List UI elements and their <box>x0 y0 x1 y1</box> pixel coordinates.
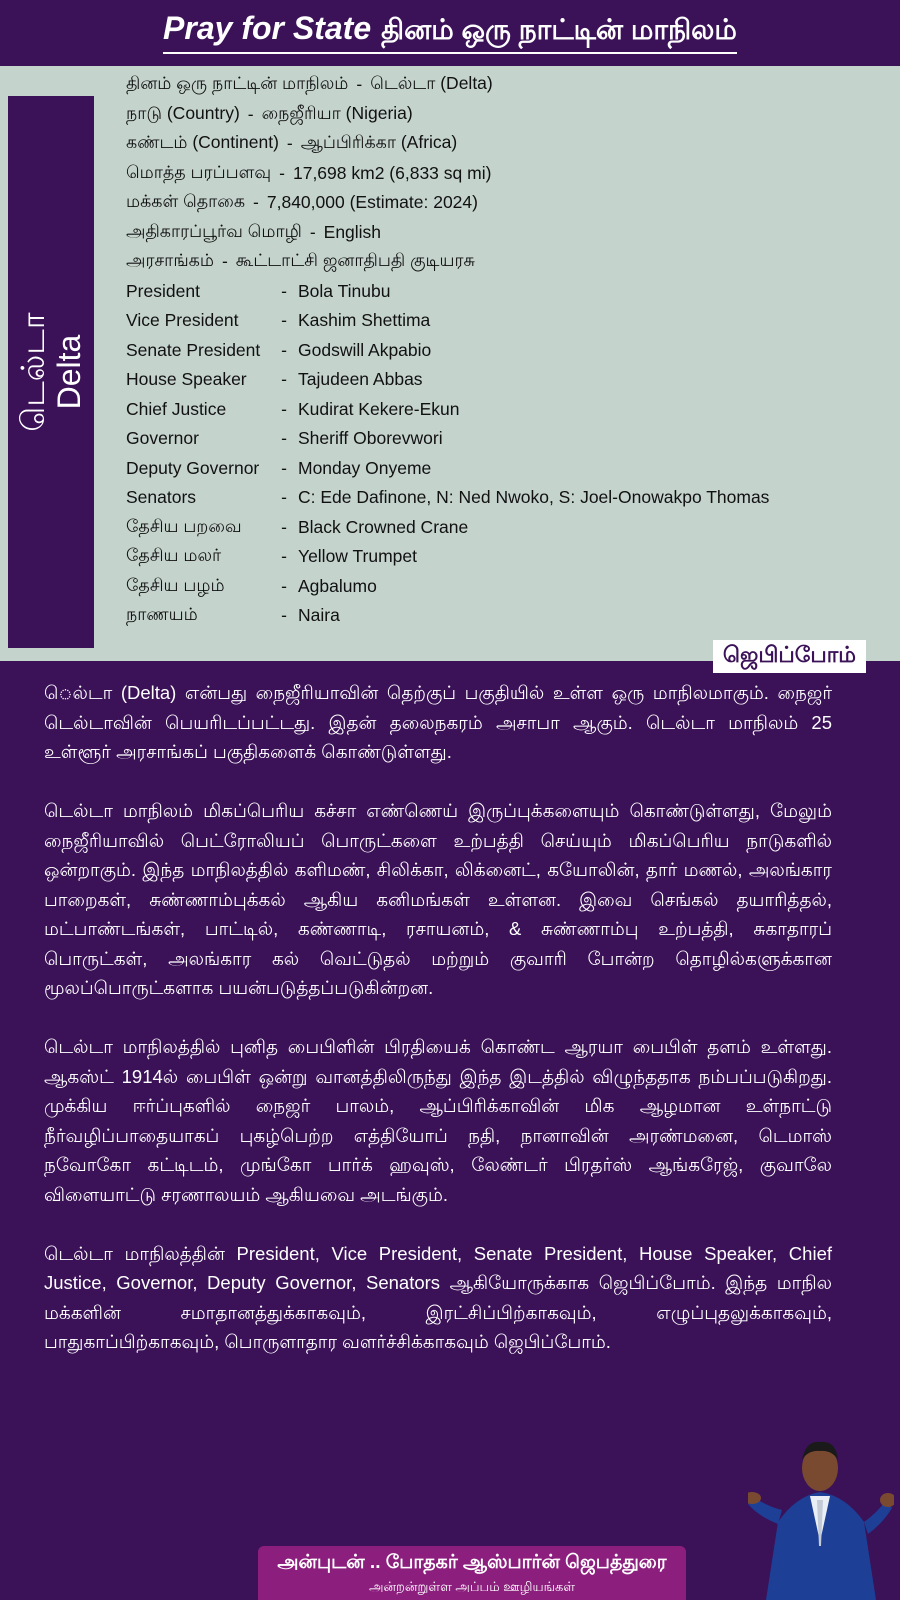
pray-badge: ஜெபிப்போம் <box>713 640 866 676</box>
info-row-value: Naira <box>298 605 340 626</box>
title-english: Pray for State <box>163 10 372 46</box>
info-row-value: டெல்டா (Delta) <box>370 73 493 94</box>
info-row <box>126 424 886 454</box>
info-row <box>126 336 886 366</box>
info-row-separator: - <box>281 575 287 596</box>
info-row-value: நைஜீரியா (Nigeria) <box>261 102 413 123</box>
info-row <box>126 100 886 130</box>
info-row <box>126 513 886 543</box>
info-row-separator: - <box>281 605 287 626</box>
info-row-separator: - <box>253 192 259 213</box>
info-row-separator: - <box>247 103 254 124</box>
info-row-value: Bola Tinubu <box>298 280 391 301</box>
info-row <box>126 365 886 395</box>
info-row-label: தேசிய பறவை <box>126 515 242 536</box>
footer-credit <box>258 1546 686 1600</box>
info-row-label: Senators <box>126 487 197 508</box>
info-row-separator: - <box>309 221 316 242</box>
info-row-separator: - <box>286 133 293 154</box>
info-row-value: 17,698 km2 (6,833 sq mi) <box>292 162 492 183</box>
article-body <box>44 678 832 1386</box>
pastor-photo <box>748 1392 894 1600</box>
info-row-label: அதிகாரப்பூர்வ மொழி <box>126 220 302 241</box>
info-row-label: மக்கள் தொகை <box>126 191 246 212</box>
info-row-label: Senate President <box>126 339 261 360</box>
info-row-label: நாணயம் <box>126 604 198 625</box>
info-row-label: அரசாங்கம் <box>126 250 214 271</box>
side-label <box>15 312 87 431</box>
article-paragraph: டெல்டா மாநிலத்தில் புனித பைபிளின் பிரதியைக் கொண்ட ஆரயா பைபிள் தளம் உள்ளது. ஆகஸ்ட் 1914ல் பைபிள் ஒன்று வானத்திலிருந்து இந்த இடத்தில் விழுந்ததாக நம்பப்படுகிறது. முக்கிய ஈர்ப்புகளில் நைஜர் பாலம், ஆப்பிரிக்காவின் மிக ஆழமான உள்நாட்டு நீர்வழிப்பாதையாகப் புகழ்பெற்ற எத்தியோப் நதி, நானாவின் அரண்மனை, டெமாஸ் நவோகோ கட்டிடம், முங்கோ பார்க் ஹவுஸ், லேண்டர் பிரதர்ஸ் ஆங்கரேஜ், குவாலே விளையாட்டு சரணாலயம் ஆகியவை அடங்கும். <box>44 1036 832 1205</box>
info-row-separator: - <box>281 457 287 478</box>
info-row <box>126 483 886 513</box>
title-tamil: தினம் ஒரு நாட்டின் மாநிலம் <box>381 14 737 45</box>
side-label-tamil: டெல்டா <box>15 312 51 432</box>
info-row <box>126 218 886 248</box>
info-row-value: Kudirat Kekere-Ekun <box>298 398 460 419</box>
info-row <box>126 601 886 631</box>
info-row-separator: - <box>281 487 287 508</box>
info-panel <box>0 66 900 661</box>
info-row-separator: - <box>281 339 287 360</box>
info-row <box>126 247 886 277</box>
info-row-separator: - <box>356 74 363 95</box>
info-row-value: C: Ede Dafinone, N: Ned Nwoko, S: Joel-Onowakpo Thomas <box>298 487 770 508</box>
side-label-bar <box>8 96 94 648</box>
info-row-label: Chief Justice <box>126 398 227 419</box>
info-row-value: கூட்டாட்சி ஜனாதிபதி குடியரசு <box>235 250 475 271</box>
info-row-value: Kashim Shettima <box>298 310 431 331</box>
info-row-separator: - <box>281 280 287 301</box>
info-row-label: நாடு (Country) <box>126 102 240 123</box>
info-row-value: ஆப்பிரிக்கா (Africa) <box>300 132 458 153</box>
info-row <box>126 129 886 159</box>
info-row <box>126 306 886 336</box>
info-row-value: English <box>323 221 382 242</box>
footer-ministry: அன்றன்றுள்ள அப்பம் ஊழியங்கள் <box>368 1579 576 1594</box>
info-row-value: Sheriff Oborevwori <box>298 428 443 449</box>
info-row-label: தேசிய மலர் <box>126 545 222 566</box>
info-row <box>126 542 886 572</box>
info-row-separator: - <box>281 428 287 449</box>
info-row-label: தேசிய பழம் <box>126 574 225 595</box>
info-row <box>126 70 886 100</box>
info-row-value: Agbalumo <box>298 575 377 596</box>
info-row-separator: - <box>281 516 287 537</box>
info-row-value: Black Crowned Crane <box>298 516 469 537</box>
info-row-value: Yellow Trumpet <box>298 546 417 567</box>
info-row-label: மொத்த பரப்பளவு <box>126 161 272 182</box>
info-row-label: House Speaker <box>126 369 247 390</box>
footer-author: அன்புடன் .. போதகர் ஆஸ்பார்ன் ஜெபத்துரை <box>277 1552 667 1573</box>
info-row-separator: - <box>281 398 287 419</box>
info-row-label: கண்டம் (Continent) <box>126 132 279 153</box>
info-row-value: Monday Onyeme <box>298 457 432 478</box>
info-row <box>126 277 886 307</box>
info-row-separator: - <box>221 251 228 272</box>
info-row <box>126 395 886 425</box>
info-row-value: Tajudeen Abbas <box>298 369 423 390</box>
info-row <box>126 188 886 218</box>
info-row-separator: - <box>281 546 287 567</box>
article-paragraph: டெல்டா மாநிலத்தின் President, Vice President, Senate President, House Speaker, Chief Justice, Governor, Deputy Governor, Senators ஆகியோருக்காக ஜெபிப்போம். இந்த மாநில மக்களின் சமாதானத்துக்காகவும், இரட்சிப்பிற்காகவும், எழுப்புதலுக்காகவும், பாதுகாப்பிற்காகவும், பொருளாதார வளர்ச்சிக்காகவும் ஜெபிப்போம். <box>44 1242 832 1352</box>
article-paragraph: டெல்டா மாநிலம் மிகப்பெரிய கச்சா எண்ணெய் இருப்புக்களையும் கொண்டுள்ளது, மேலும் நைஜீரியாவில் பெட்ரோலியப் பொருட்களை உற்பத்தி செய்யும் மிகப்பெரிய நாடுகளில் ஒன்றாகும். இந்த மாநிலத்தில் களிமண், சிலிக்கா, லிக்னைட், கயோலின், தார் மணல், அலங்கார பாறைகள், சுண்ணாம்புக்கல் ஆகிய கனிமங்கள் உள்ளன. இவை செங்கல் தயாரித்தல், மட்பாண்டங்கள், பாட்டில், கண்ணாடி, ரசாயனம், & சுண்ணாம்பு உற்பத்தி, சுகாதாரப் பொருட்கள், அலங்கார கல் வெட்டுதல் மற்றும் குவாரி போன்ற தொழில்களுக்கான மூலப்பொருட்களாக பயன்படுத்தப்படுகின்றன. <box>44 800 832 998</box>
header-banner <box>0 0 900 64</box>
page-title <box>163 10 737 54</box>
info-row-label: Vice President <box>126 310 239 331</box>
info-row-label: Governor <box>126 428 199 449</box>
info-row-label: Deputy Governor <box>126 457 260 478</box>
info-row-separator: - <box>281 369 287 390</box>
info-row-separator: - <box>279 162 285 183</box>
info-row-separator: - <box>281 310 287 331</box>
info-row-value: Godswill Akpabio <box>298 339 432 360</box>
info-list <box>126 70 886 631</box>
info-row <box>126 454 886 484</box>
side-label-english: Delta <box>51 334 87 410</box>
info-row <box>126 572 886 602</box>
article-paragraph: ெல்டா (Delta) என்பது நைஜீரியாவின் தெற்குப் பகுதியில் உள்ள ஒரு மாநிலமாகும். நைஜர் டெல்டாவின் பெயரிடப்பட்டது. இதன் தலைநகரம் அசாபா ஆகும். டெல்டா மாநிலம் 25 உள்ளூர் அரசாங்கப் பகுதிகளைக் கொண்டுள்ளது. <box>44 682 832 762</box>
info-row-value: 7,840,000 (Estimate: 2024) <box>266 192 478 213</box>
info-row-label: President <box>126 280 200 301</box>
info-row-label: தினம் ஒரு நாட்டின் மாநிலம் <box>126 73 349 94</box>
info-row <box>126 159 886 189</box>
